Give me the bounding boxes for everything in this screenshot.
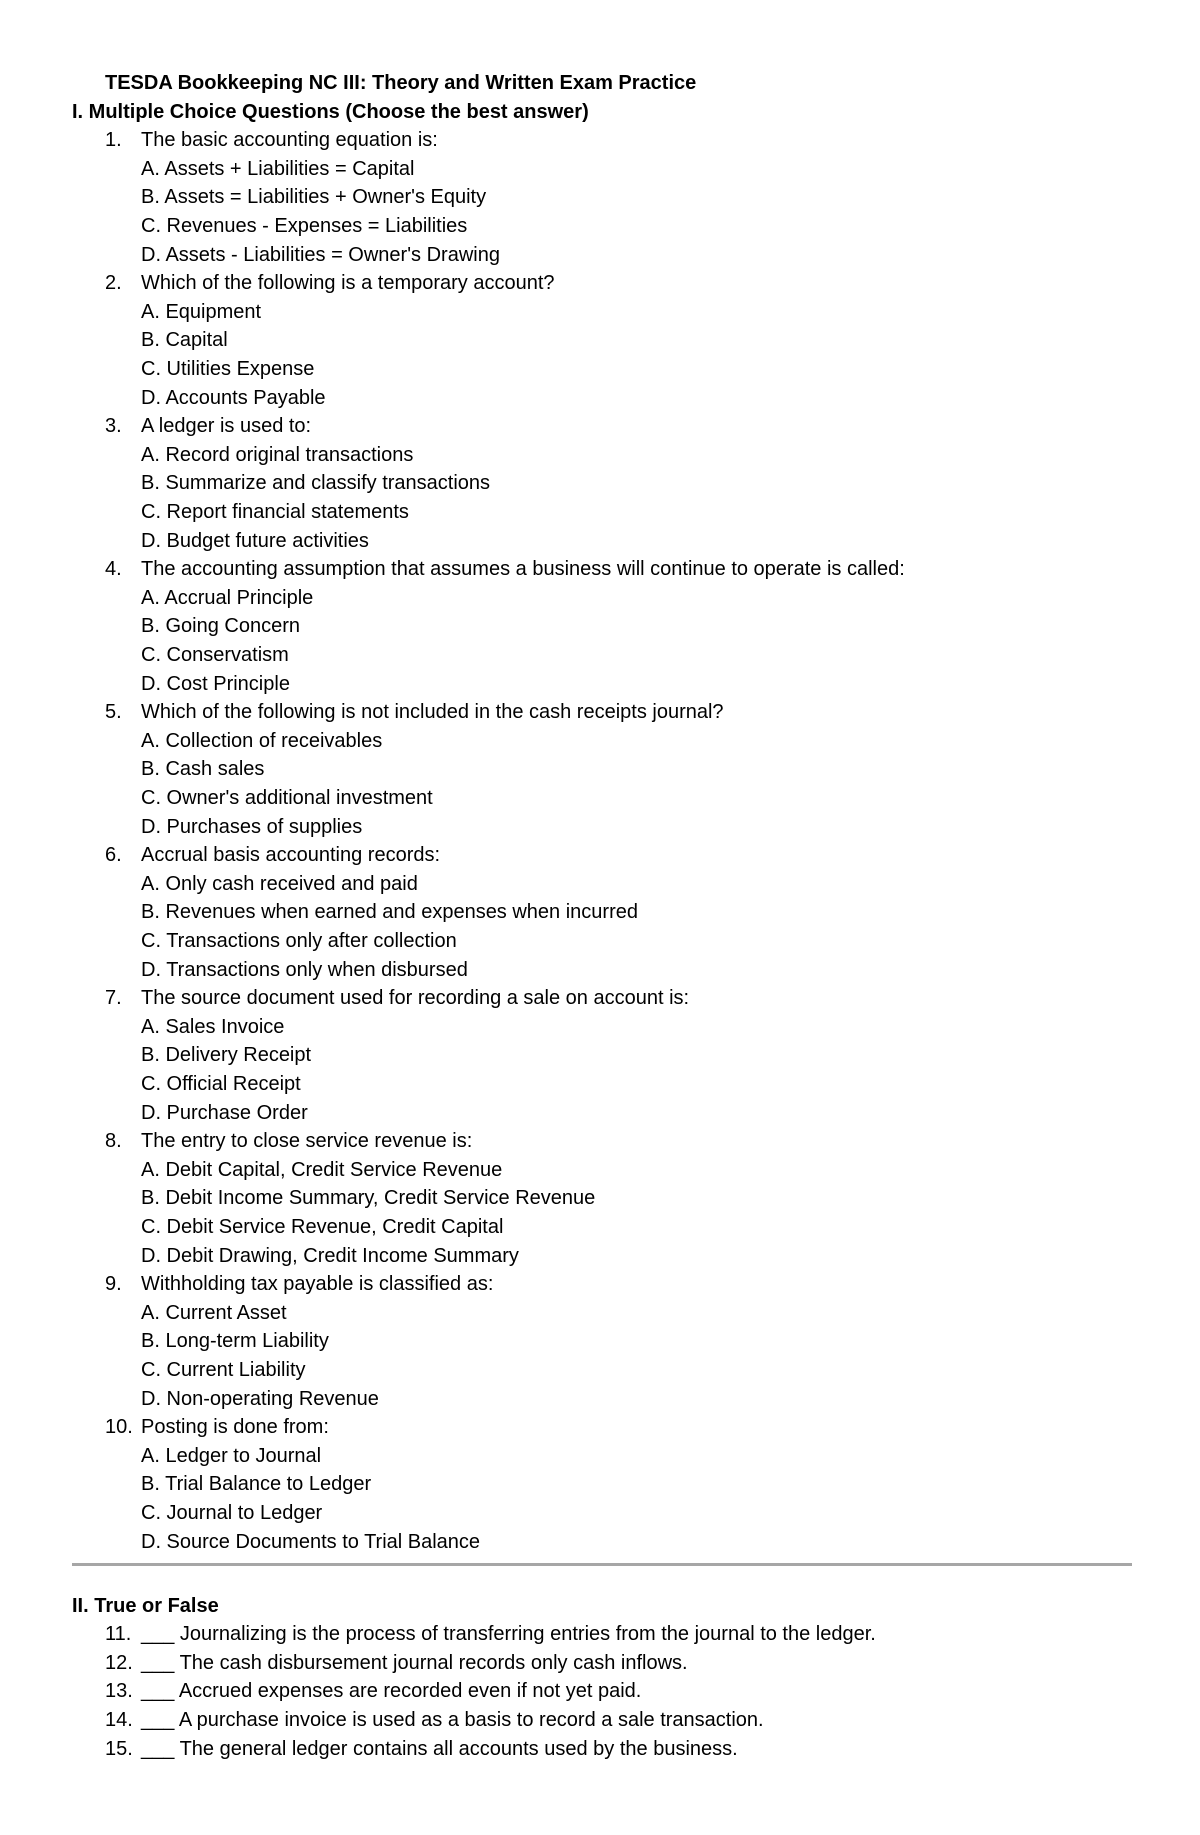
question-text: Which of the following is not included in the cash receipts journal? <box>141 701 724 724</box>
item-number: 14. <box>105 1709 133 1731</box>
answer-option: A. Only cash received and paid <box>141 872 418 895</box>
section-divider <box>72 1563 1132 1566</box>
answer-option: D. Purchases of supplies <box>141 815 363 838</box>
true-false-item-15 <box>105 1736 738 1762</box>
answer-option: D. Purchase Order <box>141 1101 308 1124</box>
true-false-item-14 <box>105 1707 764 1733</box>
answer-option: C. Transactions only after collection <box>141 930 457 952</box>
answer-option: A. Collection of receivables <box>141 729 383 752</box>
answer-option: B. Delivery Receipt <box>141 1044 312 1067</box>
question-number: 8. <box>105 1130 122 1153</box>
answer-option: D. Accounts Payable <box>141 386 326 409</box>
answer-option: B. Trial Balance to Ledger <box>141 1473 372 1496</box>
answer-option: B. Debit Income Summary, Credit Service Revenue <box>141 1187 596 1210</box>
answer-option: A. Debit Capital, Credit Service Revenue <box>141 1158 503 1181</box>
true-false-item-13 <box>105 1678 641 1704</box>
answer-option: C. Utilities Expense <box>141 358 315 380</box>
question-7 <box>105 985 689 1011</box>
answer-option: C. Report financial statements <box>141 501 409 523</box>
question-number: 5. <box>105 701 122 724</box>
answer-option: B. Assets = Liabilities + Owner's Equity <box>141 186 487 209</box>
question-number: 7. <box>105 987 122 1010</box>
question-3 <box>105 413 311 439</box>
answer-option: C. Current Liability <box>141 1359 306 1381</box>
question-6 <box>105 842 440 868</box>
answer-option: A. Assets + Liabilities = Capital <box>141 157 415 180</box>
question-number: 9. <box>105 1273 122 1296</box>
question-5 <box>105 699 724 725</box>
item-number: 15. <box>105 1737 133 1760</box>
answer-option: A. Accrual Principle <box>141 586 314 609</box>
item-text: ___ Accrued expenses are recorded even if not yet paid. <box>141 1680 642 1703</box>
answer-option: A. Current Asset <box>141 1301 287 1324</box>
question-text: The source document used for recording a sale on account is: <box>141 987 690 1010</box>
answer-option: D. Non-operating Revenue <box>141 1387 379 1410</box>
item-number: 12. <box>105 1651 133 1674</box>
answer-option: A. Equipment <box>141 300 262 323</box>
section-true-false-heading: II. True or False <box>72 1594 219 1617</box>
answer-option: C. Conservatism <box>141 644 289 666</box>
true-false-item-12 <box>105 1650 688 1676</box>
answer-option: D. Debit Drawing, Credit Income Summary <box>141 1244 519 1267</box>
question-4 <box>105 556 905 582</box>
question-number: 6. <box>105 844 122 867</box>
question-number: 2. <box>105 272 122 295</box>
question-text: The accounting assumption that assumes a business will continue to operate is called: <box>141 558 905 581</box>
question-text: A ledger is used to: <box>141 415 312 438</box>
answer-option: D. Source Documents to Trial Balance <box>141 1530 481 1553</box>
question-text: Withholding tax payable is classified as: <box>141 1273 494 1296</box>
answer-option: B. Cash sales <box>141 758 265 781</box>
item-number: 11. <box>105 1623 132 1646</box>
answer-option: B. Going Concern <box>141 615 300 638</box>
item-text: ___ Journalizing is the process of transferring entries from the journal to the ledger. <box>141 1623 876 1646</box>
true-false-item-11 <box>105 1621 876 1647</box>
question-10 <box>105 1414 329 1440</box>
item-text: ___ The general ledger contains all accounts used by the business. <box>141 1737 738 1760</box>
item-text: ___ The cash disbursement journal records only cash inflows. <box>141 1651 688 1674</box>
answer-option: D. Cost Principle <box>141 672 290 695</box>
question-text: The basic accounting equation is: <box>141 129 438 152</box>
answer-option: D. Transactions only when disbursed <box>141 958 468 981</box>
answer-option: B. Summarize and classify transactions <box>141 472 491 495</box>
answer-option: C. Owner's additional investment <box>141 787 433 809</box>
answer-option: A. Sales Invoice <box>141 1015 285 1038</box>
answer-option: C. Official Receipt <box>141 1073 301 1095</box>
answer-option: B. Long-term Liability <box>141 1330 329 1353</box>
question-number: 1. <box>105 129 122 152</box>
answer-option: C. Journal to Ledger <box>141 1502 323 1524</box>
item-text: ___ A purchase invoice is used as a basis to record a sale transaction. <box>141 1709 764 1731</box>
question-text: The entry to close service revenue is: <box>141 1130 473 1153</box>
section-multiple-choice-heading: I. Multiple Choice Questions (Choose the best answer) <box>72 100 589 123</box>
question-number: 4. <box>105 558 122 581</box>
question-8 <box>105 1128 472 1154</box>
answer-option: D. Assets - Liabilities = Owner's Drawing <box>141 243 500 266</box>
answer-option: B. Capital <box>141 329 228 352</box>
question-text: Accrual basis accounting records: <box>141 844 441 867</box>
answer-option: A. Ledger to Journal <box>141 1444 322 1467</box>
question-text: Which of the following is a temporary account? <box>141 272 555 295</box>
item-number: 13. <box>105 1680 133 1703</box>
question-number: 10. <box>105 1416 133 1439</box>
answer-option: C. Debit Service Revenue, Credit Capital <box>141 1216 504 1238</box>
question-9 <box>105 1271 493 1297</box>
question-text: Posting is done from: <box>141 1416 329 1439</box>
document-title: TESDA Bookkeeping NC III: Theory and Written Exam Practice <box>105 72 697 94</box>
answer-option: D. Budget future activities <box>141 529 369 552</box>
answer-option: B. Revenues when earned and expenses when incurred <box>141 901 638 924</box>
question-2 <box>105 270 555 296</box>
question-1 <box>105 127 438 153</box>
answer-option: A. Record original transactions <box>141 443 414 466</box>
question-number: 3. <box>105 415 122 438</box>
answer-option: C. Revenues - Expenses = Liabilities <box>141 215 468 237</box>
